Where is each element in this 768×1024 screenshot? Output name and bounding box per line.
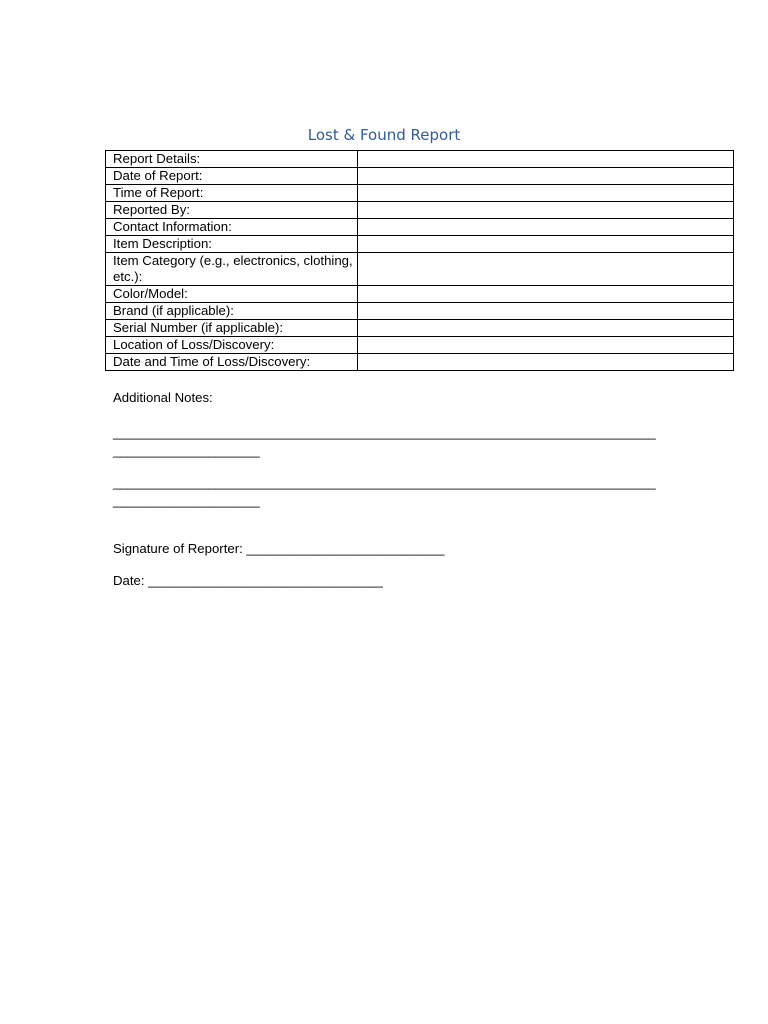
signature-line[interactable]: Signature of Reporter: ___________________________ <box>113 541 445 556</box>
table-row <box>106 286 734 303</box>
field-value-brand[interactable] <box>358 303 734 320</box>
field-label-serial-number: Serial Number (if applicable): <box>106 320 358 337</box>
field-value-date-of-report[interactable] <box>358 168 734 185</box>
notes-line[interactable]: __________________________________________________________________________ ____________________ <box>113 425 656 458</box>
table-row <box>106 168 734 185</box>
field-label-contact-information: Contact Information: <box>106 219 358 236</box>
table-row <box>106 303 734 320</box>
report-form-table <box>105 150 734 371</box>
field-value-color-model[interactable] <box>358 286 734 303</box>
table-row <box>106 354 734 371</box>
field-label-date-of-report: Date of Report: <box>106 168 358 185</box>
field-label-color-model: Color/Model: <box>106 286 358 303</box>
field-label-time-of-report: Time of Report: <box>106 185 358 202</box>
field-label-date-time-of-loss: Date and Time of Loss/Discovery: <box>106 354 358 371</box>
notes-line[interactable]: __________________________________________________________________________ ____________________ <box>113 475 656 508</box>
additional-notes-label: Additional Notes: <box>113 390 213 405</box>
field-value-item-category[interactable] <box>358 253 734 286</box>
date-line[interactable]: Date: ________________________________ <box>113 573 383 588</box>
field-value-contact-information[interactable] <box>358 219 734 236</box>
field-label-reported-by: Reported By: <box>106 202 358 219</box>
field-label-brand: Brand (if applicable): <box>106 303 358 320</box>
field-value-report-details[interactable] <box>358 151 734 168</box>
field-value-time-of-report[interactable] <box>358 185 734 202</box>
field-label-item-category: Item Category (e.g., electronics, clothing, etc.): <box>106 253 358 286</box>
page-title: Lost & Found Report <box>307 126 461 144</box>
field-value-date-time-of-loss[interactable] <box>358 354 734 371</box>
field-label-location-of-loss: Location of Loss/Discovery: <box>106 337 358 354</box>
table-row <box>106 202 734 219</box>
field-value-serial-number[interactable] <box>358 320 734 337</box>
field-value-reported-by[interactable] <box>358 202 734 219</box>
table-row <box>106 236 734 253</box>
field-label-report-details: Report Details: <box>106 151 358 168</box>
table-row <box>106 337 734 354</box>
table-row <box>106 253 734 286</box>
table-row <box>106 219 734 236</box>
field-value-item-description[interactable] <box>358 236 734 253</box>
table-row <box>106 151 734 168</box>
table-row <box>106 185 734 202</box>
field-label-item-description: Item Description: <box>106 236 358 253</box>
field-value-location-of-loss[interactable] <box>358 337 734 354</box>
table-row <box>106 320 734 337</box>
